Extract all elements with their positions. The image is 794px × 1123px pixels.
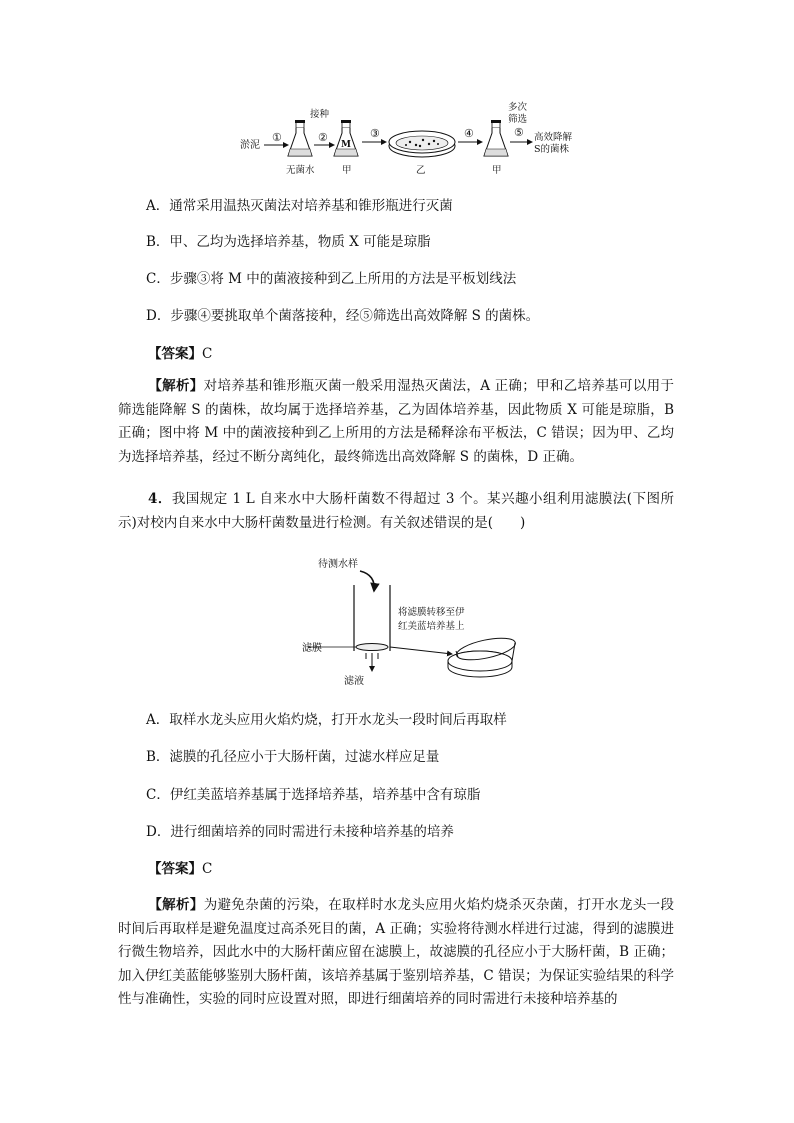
q4-option-b: B．滤膜的孔径应小于大肠杆菌，过滤水样应足量	[146, 749, 440, 765]
q3-analysis-text: 对培养基和锥形瓶灭菌一般采用湿热灭菌法，A 正确；甲和乙培养基可以用于筛选能降解 S 的菌株，故均属于选择培养基，乙为固体培养基，因此物质 X 可能是琼脂，B 正确；图中将 M 中的菌液接种到乙上所用的方法是稀释涂布平板法，C 错误；因为甲、乙均为选择培养基，经过不断分离纯化，最终筛选出高效降解 S 的菌株，D 正确。	[118, 378, 674, 465]
flow-multi-label: 多次	[508, 102, 528, 113]
q3-option-b: B．甲、乙均为选择培养基，物质 X 可能是琼脂	[146, 234, 431, 250]
q3-analysis	[118, 375, 674, 469]
flask-label-jia-1: 甲	[342, 165, 352, 176]
flask-m-letter: M	[341, 140, 351, 150]
q4-option-a: A．取样水龙头应用火焰灼烧，打开水龙头一段时间后再取样	[146, 712, 507, 728]
q3-answer-tag: 【答案】	[148, 346, 202, 362]
flask-label-jia-2: 甲	[492, 165, 502, 176]
q4-analysis-text: 为避免杂菌的污染，在取样时水龙头应用火焰灼烧杀灭杂菌，打开水龙头一段时间后再取样是避免温度过高杀死目的菌，A 正确；实验将待测水样进行过滤，得到的滤膜进行微生物培养，因此水中的大肠杆菌应留在滤膜上，故滤膜的孔径应小于大肠杆菌，B 正确；加入伊红美蓝能够鉴别大肠杆菌，该培养基属于鉴别培养基，C 错误；为保证实验结果的科学性与准确性，实验的同时应设置对照，即进行细菌培养的同时需进行未接种培养基的	[118, 897, 675, 1007]
flask-m	[334, 120, 358, 156]
filtrate-label: 滤液	[344, 676, 364, 687]
petri-dish-emb	[448, 634, 517, 677]
filter-diagram-svg	[298, 553, 518, 688]
q3-analysis-tag: 【解析】	[148, 378, 204, 394]
flow-step-3: ③	[370, 127, 380, 140]
q4-stem: 我国规定 1 L 自来水中大肠杆菌数不得超过 3 个。某兴趣小组利用滤膜法(下图所示)对校内自来水中大肠杆菌数量进行检测。有关叙述错误的是( )	[118, 491, 674, 531]
flow-inoculate-label: 接种	[310, 109, 330, 120]
membrane-label: 滤膜	[302, 643, 322, 654]
dish-label-yi: 乙	[416, 165, 426, 176]
membrane-filter-diagram	[298, 553, 518, 688]
flow-step-1: ①	[272, 131, 282, 144]
flow-start-label: 淤泥	[240, 140, 260, 151]
flask-sterile-water	[288, 120, 312, 156]
flow-end-line1: 高效降解	[534, 132, 573, 143]
flask-label-sterile-water: 无菌水	[286, 165, 315, 176]
q4-analysis	[118, 894, 674, 1012]
q4-number: 4．	[148, 491, 172, 507]
q4-answer	[148, 860, 212, 878]
q3-answer-value: C	[202, 346, 213, 362]
q4-stem-block	[118, 488, 674, 535]
q3-answer	[148, 345, 212, 363]
transfer-label-line1: 将滤膜转移至伊	[398, 607, 465, 618]
q4-option-d: D．进行细菌培养的同时需进行未接种培养基的培养	[146, 824, 454, 840]
flow-diagram-svg	[238, 100, 588, 180]
q4-answer-tag: 【答案】	[148, 861, 202, 877]
petri-dish-yi	[389, 131, 455, 157]
flow-screen-label: 筛选	[508, 114, 528, 125]
q3-option-c: C．步骤③将 M 中的菌液接种到乙上所用的方法是平板划线法	[146, 271, 517, 287]
flow-step-4: ④	[464, 127, 474, 140]
q3-option-a: A．通常采用温热灭菌法对培养基和锥形瓶进行灭菌	[146, 198, 453, 214]
sample-label: 待测水样	[318, 559, 358, 570]
flask-jia-2	[484, 120, 508, 156]
flow-step-5: ⑤	[514, 126, 524, 139]
q4-analysis-tag: 【解析】	[148, 897, 204, 913]
flow-end-line2: S的菌株	[534, 144, 570, 155]
flow-step-2: ②	[318, 131, 328, 144]
q4-option-c: C．伊红美蓝培养基属于选择培养基，培养基中含有琼脂	[146, 787, 481, 803]
q3-option-d: D．步骤④要挑取单个菌落接种，经⑤筛选出高效降解 S 的菌株。	[146, 308, 540, 324]
streak-flow-diagram	[238, 100, 588, 180]
transfer-label-line2: 红美蓝培养基上	[398, 621, 465, 632]
q4-answer-value: C	[202, 861, 213, 877]
